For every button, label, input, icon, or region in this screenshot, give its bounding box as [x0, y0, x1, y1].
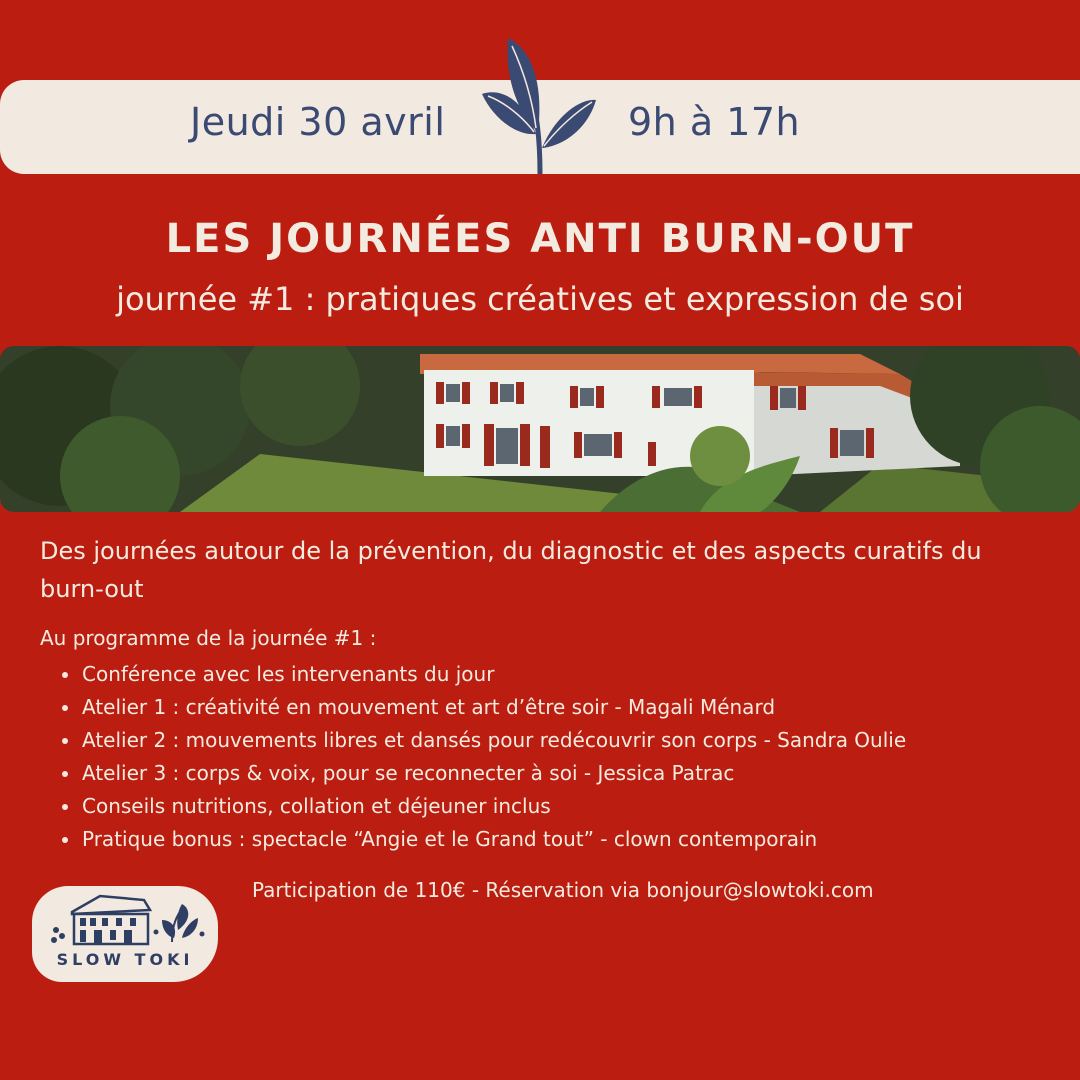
leaf-plant-icon [478, 36, 600, 176]
page-title: LES JOURNÉES ANTI BURN-OUT [165, 216, 915, 262]
event-date: Jeudi 30 avril [190, 100, 446, 144]
list-item: Conseils nutritions, collation et déjeuner inclus [62, 790, 1072, 823]
program-heading: Au programme de la journée #1 : [40, 626, 377, 650]
event-time: 9h à 17h [628, 100, 801, 144]
list-item: Conférence avec les intervenants du jour [62, 658, 1072, 691]
intro-text: Des journées autour de la prévention, du diagnostic et des aspects curatifs du burn-out [40, 537, 982, 603]
list-item: Atelier 3 : corps & voix, pour se reconnecter à soi - Jessica Patrac [62, 757, 1072, 790]
logo-text: SLOW TOKI [56, 950, 194, 969]
house-leaf-logo-icon [32, 886, 218, 952]
list-item: Pratique bonus : spectacle “Angie et le Grand tout” - clown contemporain [62, 823, 1072, 856]
program-list [62, 658, 1072, 856]
house-photo-illustration [0, 346, 1080, 512]
booking-info: Participation de 110€ - Réservation via bonjour@slowtoki.com [252, 878, 874, 902]
page-subtitle: journée #1 : pratiques créatives et expression de soi [116, 280, 964, 318]
slow-toki-logo [32, 886, 218, 982]
house-photo [0, 346, 1080, 512]
list-item: Atelier 1 : créativité en mouvement et art d’être soir - Magali Ménard [62, 691, 1072, 724]
list-item: Atelier 2 : mouvements libres et dansés pour redécouvrir son corps - Sandra Oulie [62, 724, 1072, 757]
